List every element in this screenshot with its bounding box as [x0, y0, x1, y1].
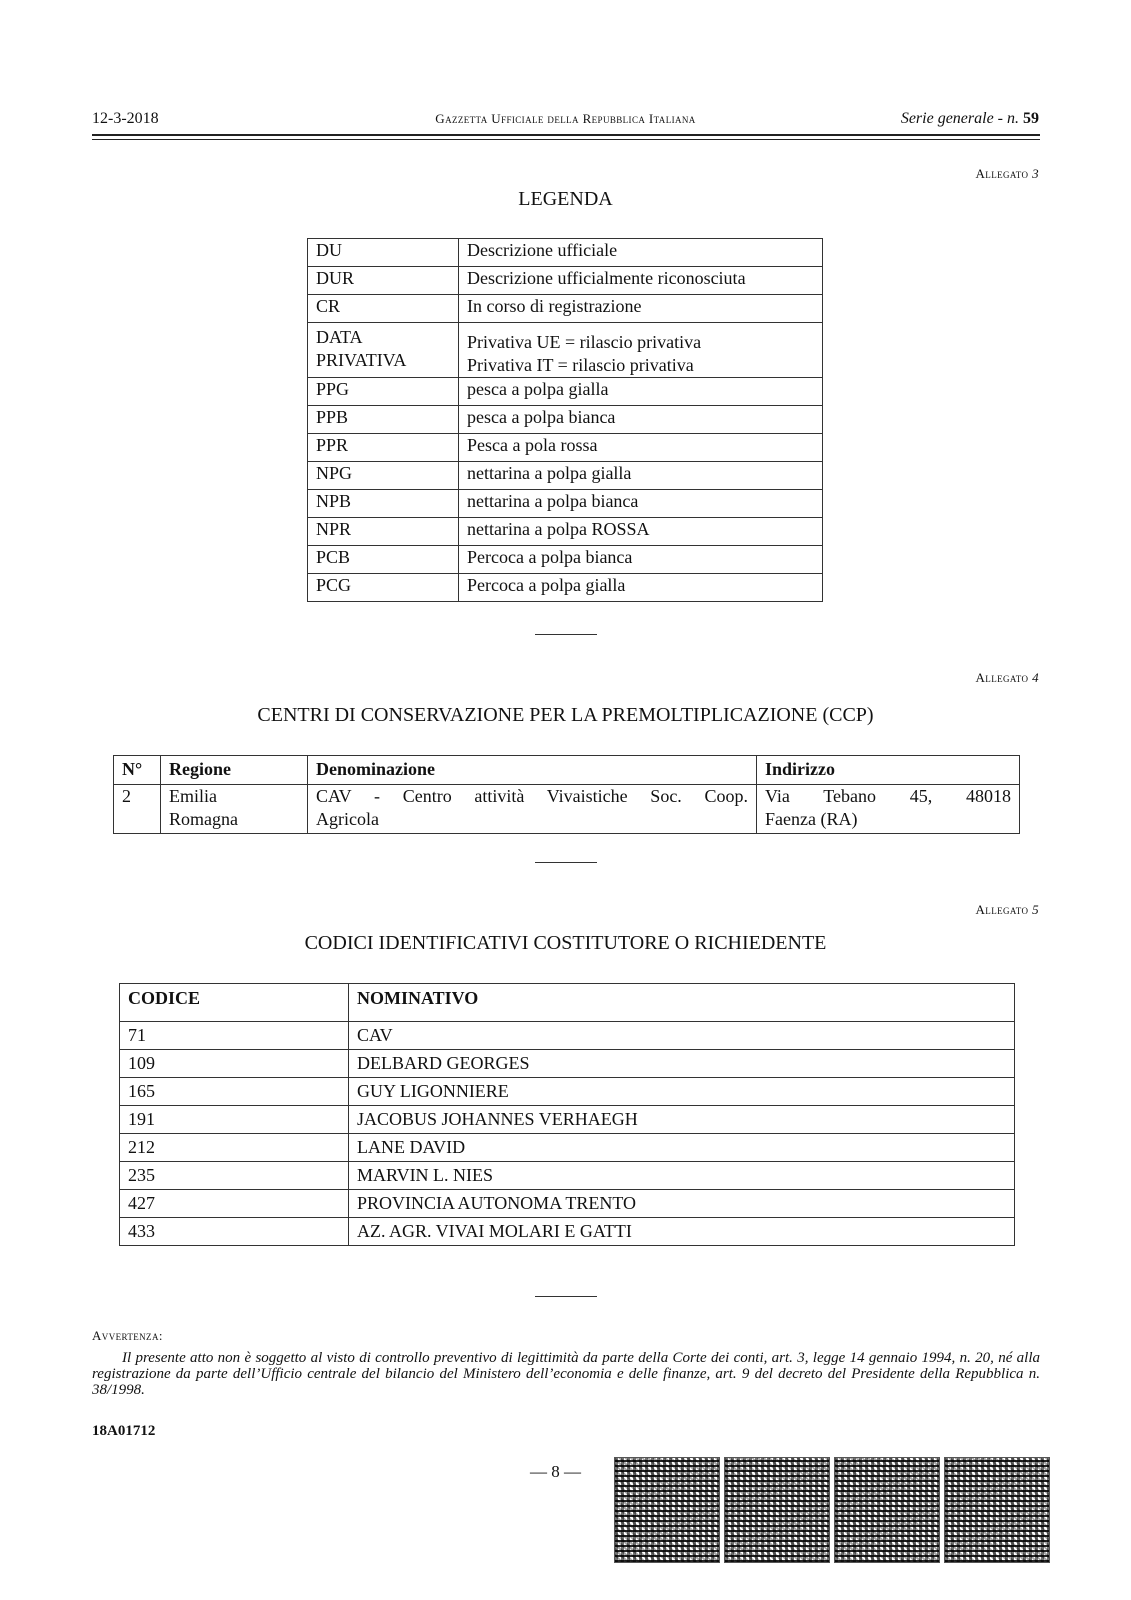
table-row: [120, 1134, 1015, 1162]
ccp-table: [113, 755, 1020, 834]
table-row: [308, 434, 823, 462]
cell-codice: 212: [120, 1134, 349, 1162]
legend-desc: pesca a polpa gialla: [459, 378, 823, 406]
cell-nominativo: LANE DAVID: [349, 1134, 1015, 1162]
allegato-number: 4: [1032, 670, 1039, 685]
cell-nominativo: GUY LIGONNIERE: [349, 1078, 1015, 1106]
legend-code: PPR: [308, 434, 459, 462]
gazette-title: Gazzetta Ufficiale della Repubblica Italiana: [435, 111, 696, 126]
allegato-word: Allegato: [975, 902, 1029, 917]
issue-date: 12-3-2018: [92, 110, 159, 127]
legend-desc: Descrizione ufficialmente riconosciuta: [459, 267, 823, 295]
separator: [535, 634, 597, 635]
table-row: [120, 1078, 1015, 1106]
serie-label: [901, 110, 1039, 128]
table-row: [120, 1022, 1015, 1050]
table-row: [308, 574, 823, 602]
legend-desc: pesca a polpa bianca: [459, 406, 823, 434]
col-header-regione: Regione: [161, 756, 308, 785]
legend-desc: nettarina a polpa ROSSA: [459, 518, 823, 546]
legend-desc-line-2: Privativa IT = rilascio privativa: [467, 355, 694, 375]
datamatrix-code-1: [614, 1457, 720, 1563]
indirizzo-line-2: Faenza (RA): [765, 809, 858, 829]
datamatrix-code-4: [944, 1457, 1050, 1563]
legend-desc: Descrizione ufficiale: [459, 239, 823, 267]
legenda-title: LEGENDA: [518, 188, 613, 210]
legend-code: PPB: [308, 406, 459, 434]
legend-desc: [459, 323, 823, 378]
regione-line-1: Emilia: [169, 786, 217, 806]
cell-nominativo: PROVINCIA AUTONOMA TRENTO: [349, 1190, 1015, 1218]
indirizzo-line-1: Via Tebano 45, 48018: [765, 786, 1011, 806]
denominazione-line-2: Agricola: [316, 809, 379, 829]
legend-code: DUR: [308, 267, 459, 295]
table-row: [308, 518, 823, 546]
legend-code: PPG: [308, 378, 459, 406]
legend-code: DU: [308, 239, 459, 267]
cell-regione: [161, 785, 308, 834]
allegato-3-label: [976, 166, 1039, 182]
allegato-number: 5: [1032, 902, 1039, 917]
legend-code: PCG: [308, 574, 459, 602]
codici-title: CODICI IDENTIFICATIVI COSTITUTORE O RICHIEDENTE: [304, 932, 827, 954]
separator: [535, 862, 597, 863]
allegato-4-label: [976, 670, 1039, 686]
legend-desc-line-1: Privativa UE = rilascio privativa: [467, 332, 702, 352]
col-header-codice: CODICE: [120, 984, 349, 1022]
separator: [535, 1296, 597, 1297]
cell-nominativo: MARVIN L. NIES: [349, 1162, 1015, 1190]
allegato-number: 3: [1032, 166, 1039, 181]
cell-codice: 191: [120, 1106, 349, 1134]
table-header-row: [114, 756, 1020, 785]
datamatrix-code-2: [724, 1457, 830, 1563]
cell-codice: 109: [120, 1050, 349, 1078]
table-row: [120, 1218, 1015, 1246]
document-code: 18A01712: [92, 1423, 156, 1439]
col-header-nominativo: NOMINATIVO: [349, 984, 1015, 1022]
table-row: [308, 462, 823, 490]
cell-codice: 235: [120, 1162, 349, 1190]
allegato-word: Allegato: [975, 166, 1029, 181]
table-row: [114, 785, 1020, 834]
codici-table: [119, 983, 1015, 1246]
allegato-word: Allegato: [975, 670, 1029, 685]
cell-nominativo: CAV: [349, 1022, 1015, 1050]
cell-numero: 2: [114, 785, 161, 834]
page-number: — 8 —: [530, 1462, 581, 1481]
regione-line-2: Romagna: [169, 809, 238, 829]
cell-nominativo: AZ. AGR. VIVAI MOLARI E GATTI: [349, 1218, 1015, 1246]
legend-code: PCB: [308, 546, 459, 574]
avvertenza-label: Avvertenza:: [92, 1328, 163, 1343]
table-row: [120, 1190, 1015, 1218]
table-row: [120, 1162, 1015, 1190]
table-row: [308, 267, 823, 295]
ccp-title: CENTRI DI CONSERVAZIONE PER LA PREMOLTIPLICAZIONE (CCP): [257, 704, 874, 726]
serie-number: 59: [1023, 110, 1039, 127]
legend-desc: Pesca a pola rossa: [459, 434, 823, 462]
col-header-denominazione: Denominazione: [308, 756, 757, 785]
legend-code: NPG: [308, 462, 459, 490]
cell-codice: 433: [120, 1218, 349, 1246]
cell-nominativo: JACOBUS JOHANNES VERHAEGH: [349, 1106, 1015, 1134]
datamatrix-code-3: [834, 1457, 940, 1563]
table-row: [120, 1050, 1015, 1078]
cell-denominazione: [308, 785, 757, 834]
cell-codice: 71: [120, 1022, 349, 1050]
legend-desc: Percoca a polpa bianca: [459, 546, 823, 574]
table-row: [308, 239, 823, 267]
legend-code: DATA PRIVATIVA: [308, 323, 459, 378]
legend-desc: nettarina a polpa gialla: [459, 462, 823, 490]
legend-code: NPR: [308, 518, 459, 546]
table-row: [308, 406, 823, 434]
table-row: [308, 490, 823, 518]
table-row: [308, 378, 823, 406]
table-header-row: [120, 984, 1015, 1022]
table-row: [308, 323, 823, 378]
cell-codice: 165: [120, 1078, 349, 1106]
serie-text: Serie generale - n.: [900, 110, 1023, 127]
avvertenza-text: Il presente atto non è soggetto al visto di controllo preventivo di legittimità da parte della Corte dei conti, art. 3, legge 14 gennaio 1994, n. 20, né alla registrazione da parte dell’Ufficio centrale del bilancio del Ministero dell’economia e delle finanze, art. 9 del decreto del Presidente della Repubblica n. 38/1998.: [92, 1350, 1040, 1398]
table-row: [308, 295, 823, 323]
legend-desc: In corso di registrazione: [459, 295, 823, 323]
cell-indirizzo: [757, 785, 1020, 834]
col-header-indirizzo: Indirizzo: [757, 756, 1020, 785]
legend-code: CR: [308, 295, 459, 323]
cell-codice: 427: [120, 1190, 349, 1218]
header-rule-thick: [92, 134, 1040, 136]
denominazione-line-1: CAV - Centro attività Vivaistiche Soc. Coop.: [316, 786, 748, 806]
legenda-table: [307, 238, 823, 602]
table-row: [308, 546, 823, 574]
cell-nominativo: DELBARD GEORGES: [349, 1050, 1015, 1078]
legend-code: NPB: [308, 490, 459, 518]
header-rule-thin: [92, 139, 1040, 140]
allegato-5-label: [976, 902, 1039, 918]
table-row: [120, 1106, 1015, 1134]
legend-desc: nettarina a polpa bianca: [459, 490, 823, 518]
col-header-numero: N°: [114, 756, 161, 785]
legend-desc: Percoca a polpa gialla: [459, 574, 823, 602]
